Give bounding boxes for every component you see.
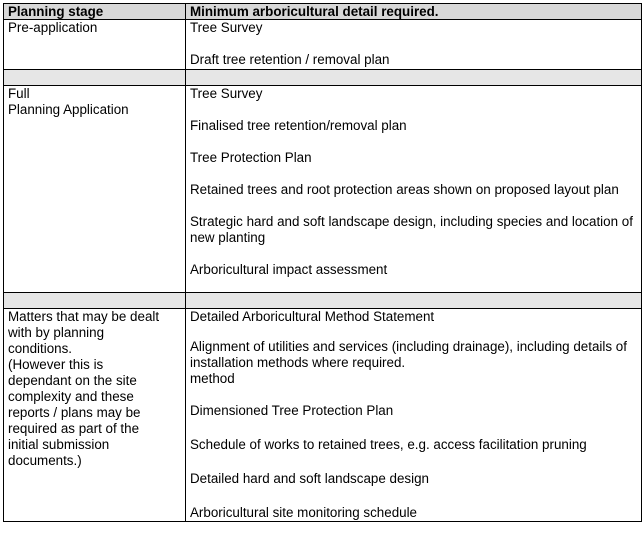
detail-item: Finalised tree retention/removal plan — [190, 118, 407, 133]
stage-text: required as part of the — [8, 421, 140, 436]
header-planning-stage: Planning stage — [4, 4, 186, 20]
stage-text: reports / plans may be — [8, 405, 141, 420]
stage-text: (However this is — [8, 357, 104, 372]
spacer-row — [4, 293, 642, 309]
detail-item: Arboricultural impact assessment — [190, 262, 388, 277]
stage-cell-planning-conditions — [4, 309, 186, 522]
stage-text: initial submission — [8, 437, 110, 452]
header-arboricultural-detail: Minimum arboricultural detail required. — [186, 4, 642, 20]
spacer-cell — [4, 293, 186, 309]
table-row — [4, 309, 642, 522]
stage-text: Matters that may be dealt — [8, 309, 160, 324]
detail-item: Strategic hard and soft landscape design, including species and location of new planting — [190, 214, 633, 245]
detail-cell-planning-conditions — [186, 309, 642, 522]
detail-item: Tree Protection Plan — [190, 150, 312, 165]
stage-text: Pre-application — [8, 20, 98, 35]
stage-text: Full — [8, 86, 30, 101]
detail-item: Dimensioned Tree Protection Plan — [190, 403, 394, 418]
detail-cell-pre-application — [186, 20, 642, 70]
detail-item: Alignment of utilities and services (including drainage), including details of installation methods where required. — [190, 339, 627, 370]
detail-item: method — [190, 371, 235, 386]
detail-cell-full-application — [186, 86, 642, 293]
planning-requirements-table — [3, 3, 642, 522]
table-header-row — [4, 4, 642, 20]
stage-text: with by planning — [8, 325, 105, 340]
stage-text: Planning Application — [8, 102, 129, 117]
spacer-cell — [4, 70, 186, 86]
table-row — [4, 86, 642, 293]
stage-cell-pre-application — [4, 20, 186, 70]
detail-item: Detailed Arboricultural Method Statement — [190, 309, 435, 324]
detail-item: Schedule of works to retained trees, e.g. access facilitation pruning — [190, 437, 587, 452]
detail-item: Tree Survey — [190, 86, 263, 101]
spacer-cell — [186, 70, 642, 86]
stage-text: complexity and these — [8, 389, 134, 404]
detail-item: Draft tree retention / removal plan — [190, 52, 390, 67]
spacer-row — [4, 70, 642, 86]
stage-text: conditions. — [8, 341, 73, 356]
stage-cell-full-application — [4, 86, 186, 293]
detail-item: Tree Survey — [190, 20, 263, 35]
stage-text: documents.) — [8, 453, 82, 468]
detail-item: Detailed hard and soft landscape design — [190, 471, 429, 486]
spacer-cell — [186, 293, 642, 309]
stage-text: dependant on the site — [8, 373, 137, 388]
detail-item: Arboricultural site monitoring schedule — [190, 505, 418, 520]
table-row — [4, 20, 642, 70]
detail-item: Retained trees and root protection areas shown on proposed layout plan — [190, 182, 619, 197]
